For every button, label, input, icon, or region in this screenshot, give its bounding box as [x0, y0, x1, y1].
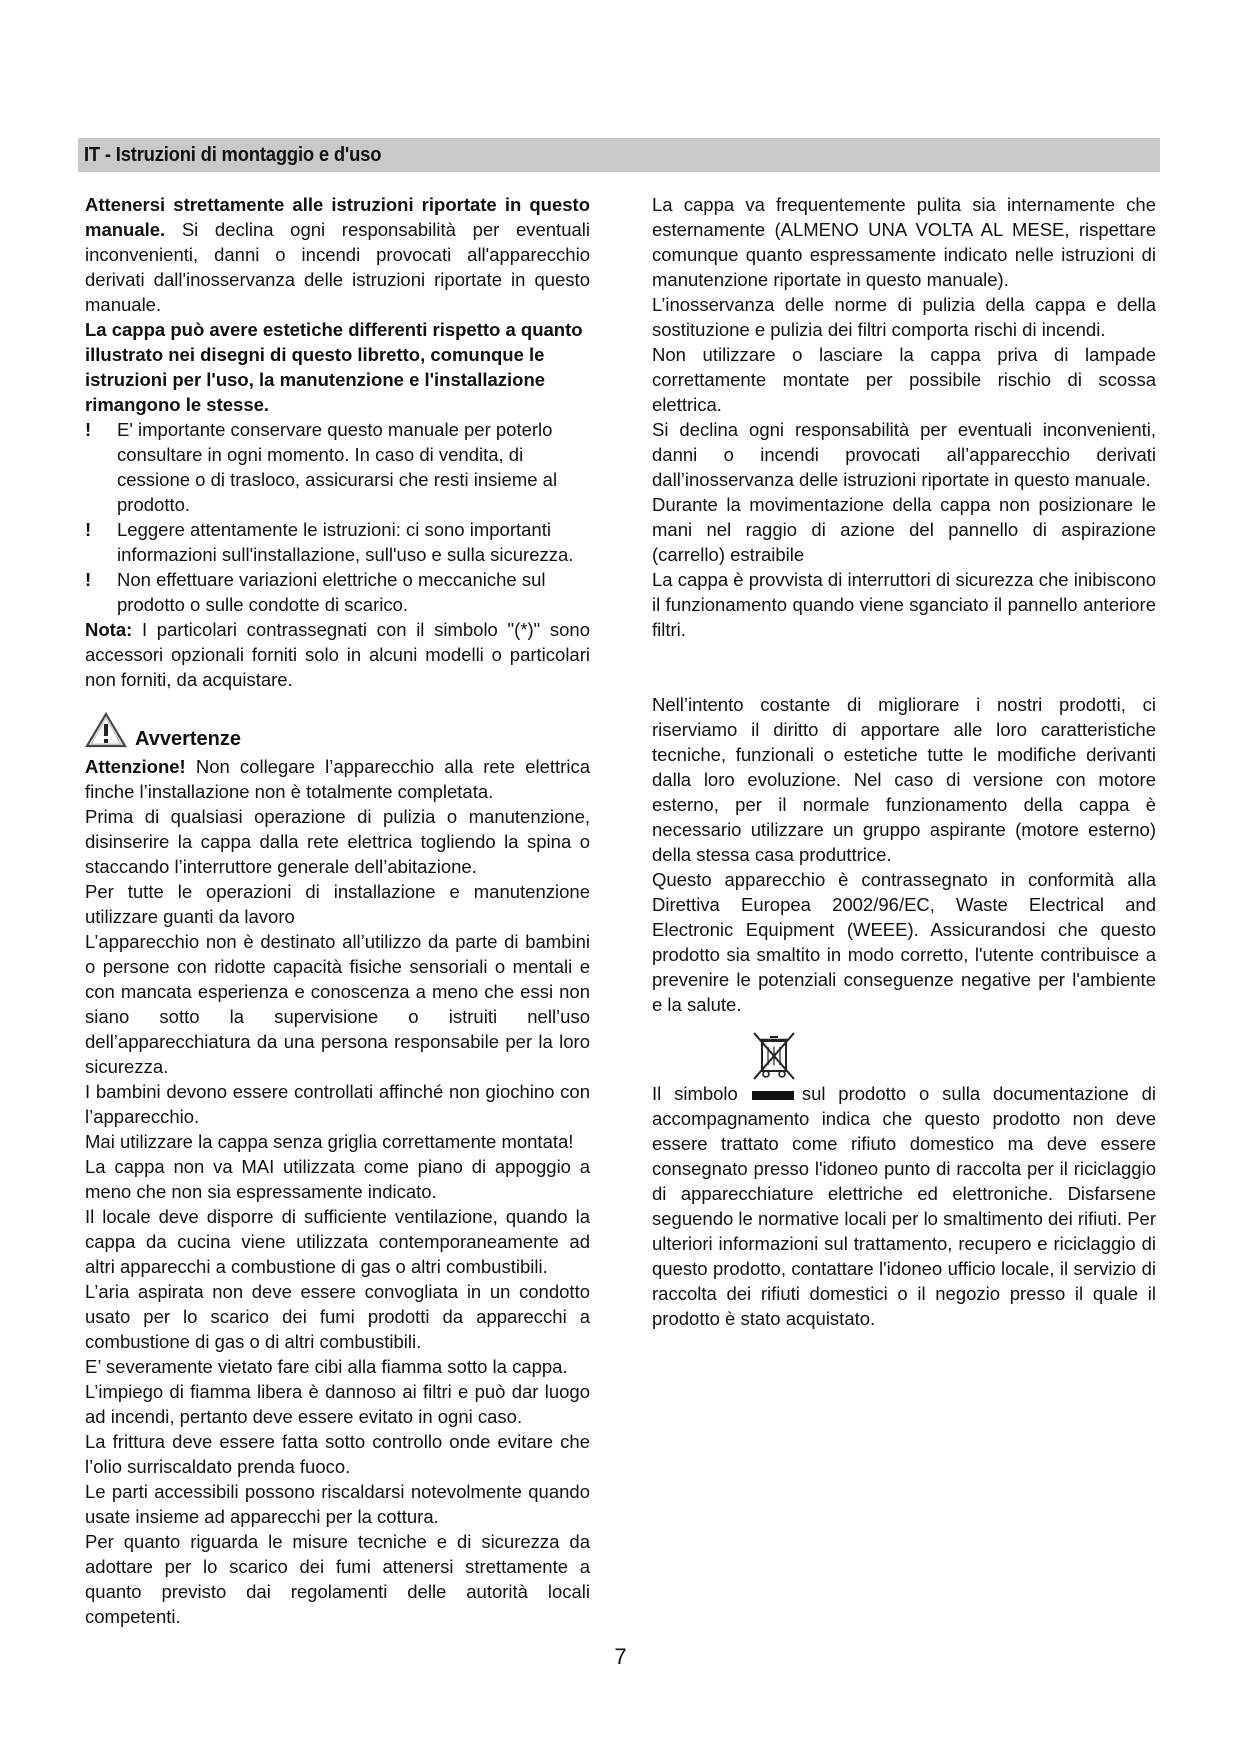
crossed-out-wheelie-bin-icon	[748, 1029, 800, 1087]
note-paragraph	[85, 617, 590, 692]
bullet-text: E' importante conservare questo manuale per poterlo consultare in ogni momento. In caso di vendita, di cessione o di trasloco, assicurarsi che resti insieme al prodotto.	[117, 419, 558, 515]
note-text: I particolari contrassegnati con il simbolo "(*)" sono accessori opzionali forniti solo in alcuni modelli o particolari non forniti, da acquistare.	[85, 619, 590, 690]
warning-paragraph: Mai utilizzare la cappa senza griglia correttamente montata!	[85, 1131, 574, 1152]
bullet-text: Non effettuare variazioni elettriche o meccaniche sul prodotto o sulle condotte di scarico.	[117, 569, 546, 615]
warning-paragraph: Per tutte le operazioni di installazione e manutenzione utilizzare guanti da lavoro	[85, 881, 590, 927]
maintenance-paragraph: L’inosservanza delle norme di pulizia della cappa e della sostituzione e pulizia dei filtri comporta rischi di incendi.	[652, 294, 1156, 340]
weee-directive-paragraph: Questo apparecchio è contrassegnato in conformità alla Direttiva Europea 2002/96/EC, Waste Electrical and Electronic Equipment (WEEE). Assicurandosi che questo prodotto sia smaltito in modo corretto, l'utente contribuisce a prevenire le potenziali conseguenze negative per l'ambiente e la salute.	[652, 869, 1156, 1015]
warning-paragraph: L’apparecchio non è destinato all’utilizzo da parte di bambini o persone con ridotte capacità fisiche sensoriali o mentali e con mancata esperienza e conoscenza a meno che essi non siano sotto la supervisione o istruiti nell’uso dell’apparecchiatura da una persona responsabile per la loro sicurezza.	[85, 931, 590, 1077]
right-column	[652, 192, 1156, 1331]
warning-paragraph: L’aria aspirata non deve essere convogliata in un condotto usato per lo scarico dei fumi prodotti da apparecchi a combustione di gas o di altri combustibili.	[85, 1281, 590, 1352]
aesthetics-bold: La cappa può avere estetiche differenti rispetto a quanto illustrato nei disegni di questo libretto, comunque le istruzioni per l'uso, la manutenzione e l'installazione rimangono le stesse.	[85, 319, 583, 415]
note-label: Nota:	[85, 619, 133, 640]
warning-paragraph: Per quanto riguarda le misure tecniche e di sicurezza da adottare per lo scarico dei fumi attenersi strettamente a quanto previsto dai regolamenti delle autorità locali competenti.	[85, 1531, 590, 1627]
aesthetics-paragraph	[85, 317, 590, 417]
exclamation-bullet: !	[85, 519, 92, 540]
maintenance-paragraph: La cappa va frequentemente pulita sia internamente che esternamente (ALMENO UNA VOLTA AL MESE, rispettare comunque quanto espressamente indicato nelle istruzioni di manutenzione riportate in questo manuale).	[652, 194, 1156, 290]
bullet-item	[85, 517, 590, 567]
warning-paragraph: La cappa non va MAI utilizzata come piano di appoggio a meno che non sia espressamente indicato.	[85, 1156, 590, 1202]
warning-heading	[85, 712, 590, 754]
left-column	[85, 192, 590, 1629]
warning-paragraph: I bambini devono essere controllati affinché non giochino con l’apparecchio.	[85, 1081, 590, 1127]
section-header-bar	[78, 138, 1160, 172]
warning-paragraph: Le parti accessibili possono riscaldarsi notevolmente quando usate insieme ad apparecchi per la cottura.	[85, 1481, 590, 1527]
attention-label: Attenzione!	[85, 756, 186, 777]
black-bar-icon	[752, 1091, 794, 1100]
warning-paragraph: Il locale deve disporre di sufficiente ventilazione, quando la cappa da cucina viene utilizzata contemporaneamente ad altri apparecchi a combustione di gas o altri combustibili.	[85, 1206, 590, 1277]
attention-paragraph	[85, 754, 590, 804]
warning-paragraph: La frittura deve essere fatta sotto controllo onde evitare che l’olio surriscaldato prenda fuoco.	[85, 1431, 590, 1477]
weee-text: sul prodotto o sulla documentazione di accompagnamento indica che questo prodotto non deve essere trattato come rifiuto domestico ma deve essere consegnato presso l'idoneo punto di raccolta per il riciclaggio di apparecchiature elettriche ed elettroniche. Disfarsene seguendo le normative locali per lo smaltimento dei rifiuti. Per ulteriori informazioni sul trattamento, recupero e riciclaggio di questo prodotto, contattare l'idoneo ufficio locale, il servizio di raccolta dei rifiuti domestici o il negozio presso il quale il prodotto è stato acquistato.	[652, 1083, 1156, 1329]
intro-text: Si declina ogni responsabilità per eventuali inconvenienti, danni o incendi provocati all'apparecchio derivati dall'inosservanza delle istruzioni riportate in questo manuale.	[85, 219, 590, 315]
product-improvement-paragraph: Nell’intento costante di migliorare i nostri prodotti, ci riserviamo il diritto di apportare alle loro caratteristiche tecniche, funzionali o estetiche tutte le modifiche derivanti dalla loro evoluzione. Nel caso di versione con motore esterno, per il normale funzionamento della cappa è necessario utilizzare un gruppo aspirante (motore esterno) della stessa casa produttrice.	[652, 694, 1156, 865]
exclamation-bullet: !	[85, 419, 92, 440]
maintenance-paragraph: Non utilizzare o lasciare la cappa priva di lampade correttamente montate per possibile rischio di scossa elettrica.	[652, 344, 1156, 415]
paragraph-gap	[652, 667, 1156, 692]
weee-prefix: Il simbolo	[652, 1083, 738, 1104]
maintenance-paragraph: La cappa è provvista di interruttori di sicurezza che inibiscono il funzionamento quando viene sganciato il pannello anteriore filtri.	[652, 569, 1156, 640]
attention-text: Non collegare l’apparecchio alla rete elettrica finche l’installazione non è totalmente completata.	[85, 756, 590, 802]
section-title: IT - Istruzioni di montaggio e d'uso	[84, 144, 382, 166]
maintenance-paragraph: Si declina ogni responsabilità per eventuali inconvenienti, danni o incendi provocati all’apparecchio derivati dall’inosservanza delle istruzioni riportate in questo manuale.	[652, 419, 1156, 490]
bullet-text: Leggere attentamente le istruzioni: ci sono importanti informazioni sull'installazione, sull'uso e sulla sicurezza.	[117, 519, 574, 565]
intro-bold: Attenersi strettamente alle istruzioni riportate in questo manuale.	[85, 194, 590, 240]
warning-triangle-icon	[85, 712, 127, 754]
page-number: 7	[614, 1644, 627, 1669]
maintenance-paragraph: Durante la movimentazione della cappa non posizionare le mani nel raggio di azione del pannello di aspirazione (carrello) estraibile	[652, 494, 1156, 565]
bullet-item	[85, 567, 590, 617]
weee-section	[652, 1033, 1156, 1331]
paragraph-gap	[652, 642, 1156, 667]
exclamation-bullet: !	[85, 569, 92, 590]
warning-paragraph: E’ severamente vietato fare cibi alla fiamma sotto la cappa.	[85, 1356, 568, 1377]
weee-symbol-paragraph	[652, 1033, 1156, 1331]
intro-paragraph	[85, 192, 590, 317]
warning-title: Avvertenze	[135, 728, 241, 750]
warning-paragraph: L’impiego di fiamma libera è dannoso ai filtri e può dar luogo ad incendi, pertanto deve essere evitato in ogni caso.	[85, 1381, 590, 1427]
bullet-item	[85, 417, 590, 517]
warning-paragraph: Prima di qualsiasi operazione di pulizia o manutenzione, disinserire la cappa dalla rete elettrica togliendo la spina o staccando l’interruttore generale dell’abitazione.	[85, 806, 590, 877]
